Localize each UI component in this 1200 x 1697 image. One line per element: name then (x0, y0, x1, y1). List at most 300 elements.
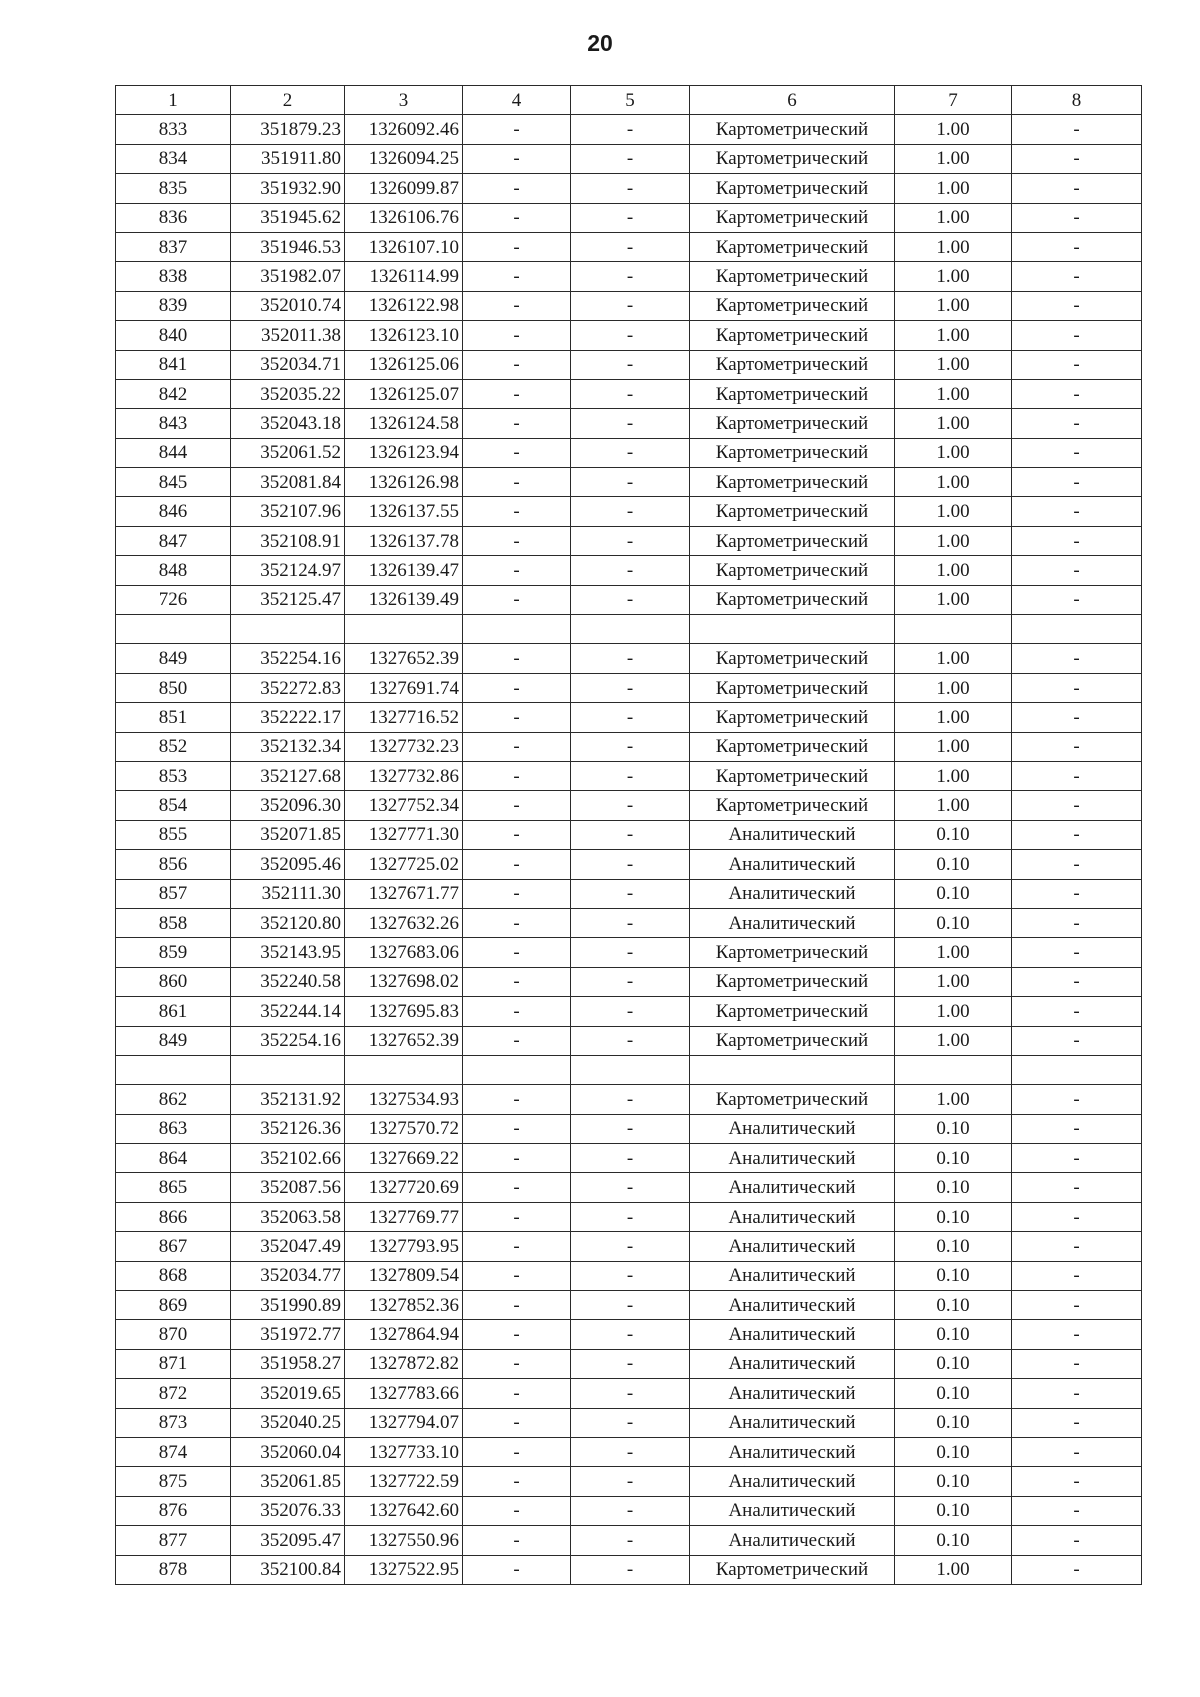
accuracy-cell: 0.10 (895, 1173, 1012, 1202)
column-4-cell: - (463, 115, 571, 144)
column-8-cell: - (1012, 232, 1142, 261)
accuracy-cell: 0.10 (895, 820, 1012, 849)
x-coordinate-cell: 352124.97 (231, 556, 345, 585)
accuracy-cell: 1.00 (895, 703, 1012, 732)
page-number: 20 (587, 30, 613, 56)
column-5-cell: - (571, 732, 690, 761)
column-8-cell: - (1012, 1526, 1142, 1555)
header-cell: 7 (895, 86, 1012, 115)
table-row (116, 1349, 1142, 1378)
y-coordinate-cell: 1326123.94 (345, 438, 463, 467)
point-number-cell: 867 (116, 1232, 231, 1261)
column-4-cell: - (463, 997, 571, 1026)
column-5-cell: - (571, 144, 690, 173)
column-5-cell: - (571, 1320, 690, 1349)
header-cell: 8 (1012, 86, 1142, 115)
column-5-cell: - (571, 1173, 690, 1202)
point-number-cell: 844 (116, 438, 231, 467)
column-5-cell: - (571, 232, 690, 261)
x-coordinate-cell: 351945.62 (231, 203, 345, 232)
point-number-cell: 871 (116, 1349, 231, 1378)
point-number-cell: 845 (116, 468, 231, 497)
column-8-cell: - (1012, 438, 1142, 467)
column-5-cell: - (571, 1379, 690, 1408)
header-cell: 4 (463, 86, 571, 115)
x-coordinate-cell: 352010.74 (231, 291, 345, 320)
column-4-cell: - (463, 1496, 571, 1525)
x-coordinate-cell: 352096.30 (231, 791, 345, 820)
table-row (116, 174, 1142, 203)
column-5-cell: - (571, 115, 690, 144)
column-8-cell: - (1012, 1467, 1142, 1496)
column-5-cell: - (571, 820, 690, 849)
point-number-cell: 872 (116, 1379, 231, 1408)
table-row (116, 438, 1142, 467)
method-cell: Картометрический (690, 703, 895, 732)
column-4-cell: - (463, 673, 571, 702)
table-row (116, 526, 1142, 555)
accuracy-cell: 0.10 (895, 850, 1012, 879)
y-coordinate-cell: 1327794.07 (345, 1408, 463, 1437)
method-cell: Картометрический (690, 409, 895, 438)
point-number-cell: 864 (116, 1144, 231, 1173)
x-coordinate-cell: 351972.77 (231, 1320, 345, 1349)
column-5-cell: - (571, 1408, 690, 1437)
x-coordinate-cell: 352111.30 (231, 879, 345, 908)
y-coordinate-cell: 1327716.52 (345, 703, 463, 732)
column-4-cell: - (463, 908, 571, 937)
column-5-cell: - (571, 321, 690, 350)
x-coordinate-cell: 352100.84 (231, 1555, 345, 1584)
x-coordinate-cell: 352061.52 (231, 438, 345, 467)
x-coordinate-cell: 351958.27 (231, 1349, 345, 1378)
column-4-cell: - (463, 262, 571, 291)
method-cell: Картометрический (690, 1555, 895, 1584)
method-cell: Картометрический (690, 497, 895, 526)
method-cell: Картометрический (690, 203, 895, 232)
column-8-cell: - (1012, 1496, 1142, 1525)
method-cell: Картометрический (690, 1085, 895, 1114)
x-coordinate-cell: 352254.16 (231, 1026, 345, 1055)
point-number-cell: 847 (116, 526, 231, 555)
y-coordinate-cell: 1326139.49 (345, 585, 463, 614)
table-row (116, 585, 1142, 614)
table-row (116, 1408, 1142, 1437)
empty-cell (116, 1055, 231, 1084)
point-number-cell: 863 (116, 1114, 231, 1143)
column-8-cell: - (1012, 1232, 1142, 1261)
column-5-cell: - (571, 526, 690, 555)
column-8-cell: - (1012, 1291, 1142, 1320)
accuracy-cell: 1.00 (895, 203, 1012, 232)
method-cell: Аналитический (690, 1291, 895, 1320)
point-number-cell: 855 (116, 820, 231, 849)
point-number-cell: 726 (116, 585, 231, 614)
method-cell: Картометрический (690, 321, 895, 350)
column-4-cell: - (463, 1232, 571, 1261)
method-cell: Картометрический (690, 291, 895, 320)
table-row (116, 732, 1142, 761)
method-cell: Аналитический (690, 1261, 895, 1290)
column-5-cell: - (571, 174, 690, 203)
accuracy-cell: 1.00 (895, 997, 1012, 1026)
column-8-cell: - (1012, 761, 1142, 790)
accuracy-cell: 1.00 (895, 468, 1012, 497)
y-coordinate-cell: 1327652.39 (345, 1026, 463, 1055)
table-row (116, 1026, 1142, 1055)
table-row (116, 908, 1142, 937)
point-number-cell: 876 (116, 1496, 231, 1525)
accuracy-cell: 1.00 (895, 732, 1012, 761)
y-coordinate-cell: 1327570.72 (345, 1114, 463, 1143)
column-8-cell: - (1012, 1173, 1142, 1202)
point-number-cell: 841 (116, 350, 231, 379)
y-coordinate-cell: 1327769.77 (345, 1202, 463, 1231)
point-number-cell: 834 (116, 144, 231, 173)
y-coordinate-cell: 1327872.82 (345, 1349, 463, 1378)
column-4-cell: - (463, 732, 571, 761)
empty-cell (463, 615, 571, 644)
table-row (116, 1232, 1142, 1261)
accuracy-cell: 1.00 (895, 115, 1012, 144)
table-row (116, 850, 1142, 879)
empty-cell (231, 615, 345, 644)
column-8-cell: - (1012, 291, 1142, 320)
table-row (116, 1379, 1142, 1408)
column-4-cell: - (463, 644, 571, 673)
empty-cell (895, 1055, 1012, 1084)
x-coordinate-cell: 352034.71 (231, 350, 345, 379)
x-coordinate-cell: 351879.23 (231, 115, 345, 144)
point-number-cell: 851 (116, 703, 231, 732)
column-4-cell: - (463, 1555, 571, 1584)
accuracy-cell: 1.00 (895, 1085, 1012, 1114)
header-cell: 6 (690, 86, 895, 115)
accuracy-cell: 0.10 (895, 879, 1012, 908)
column-8-cell: - (1012, 967, 1142, 996)
x-coordinate-cell: 352143.95 (231, 938, 345, 967)
header-cell: 3 (345, 86, 463, 115)
method-cell: Аналитический (690, 1173, 895, 1202)
accuracy-cell: 1.00 (895, 144, 1012, 173)
column-5-cell: - (571, 497, 690, 526)
table-row (116, 791, 1142, 820)
point-number-cell: 865 (116, 1173, 231, 1202)
accuracy-cell: 0.10 (895, 1144, 1012, 1173)
column-4-cell: - (463, 761, 571, 790)
column-8-cell: - (1012, 703, 1142, 732)
column-5-cell: - (571, 1555, 690, 1584)
column-5-cell: - (571, 673, 690, 702)
column-4-cell: - (463, 967, 571, 996)
table-row (116, 820, 1142, 849)
accuracy-cell: 1.00 (895, 262, 1012, 291)
x-coordinate-cell: 352127.68 (231, 761, 345, 790)
point-number-cell: 849 (116, 1026, 231, 1055)
column-8-cell: - (1012, 350, 1142, 379)
accuracy-cell: 0.10 (895, 1114, 1012, 1143)
x-coordinate-cell: 352035.22 (231, 379, 345, 408)
y-coordinate-cell: 1327671.77 (345, 879, 463, 908)
x-coordinate-cell: 352272.83 (231, 673, 345, 702)
column-5-cell: - (571, 1026, 690, 1055)
table-row (116, 556, 1142, 585)
column-5-cell: - (571, 350, 690, 379)
point-number-cell: 849 (116, 644, 231, 673)
point-number-cell: 854 (116, 791, 231, 820)
method-cell: Аналитический (690, 1526, 895, 1555)
y-coordinate-cell: 1327669.22 (345, 1144, 463, 1173)
column-4-cell: - (463, 1467, 571, 1496)
accuracy-cell: 1.00 (895, 350, 1012, 379)
accuracy-cell: 1.00 (895, 1026, 1012, 1055)
method-cell: Аналитический (690, 1232, 895, 1261)
method-cell: Аналитический (690, 1437, 895, 1466)
column-4-cell: - (463, 1026, 571, 1055)
column-5-cell: - (571, 468, 690, 497)
x-coordinate-cell: 352047.49 (231, 1232, 345, 1261)
point-number-cell: 877 (116, 1526, 231, 1555)
y-coordinate-cell: 1326125.07 (345, 379, 463, 408)
y-coordinate-cell: 1327652.39 (345, 644, 463, 673)
x-coordinate-cell: 351911.80 (231, 144, 345, 173)
method-cell: Картометрический (690, 761, 895, 790)
y-coordinate-cell: 1327642.60 (345, 1496, 463, 1525)
y-coordinate-cell: 1327852.36 (345, 1291, 463, 1320)
column-4-cell: - (463, 1320, 571, 1349)
method-cell: Аналитический (690, 1202, 895, 1231)
column-5-cell: - (571, 1526, 690, 1555)
column-5-cell: - (571, 850, 690, 879)
column-4-cell: - (463, 1173, 571, 1202)
y-coordinate-cell: 1326126.98 (345, 468, 463, 497)
x-coordinate-cell: 352254.16 (231, 644, 345, 673)
y-coordinate-cell: 1326107.10 (345, 232, 463, 261)
column-5-cell: - (571, 262, 690, 291)
x-coordinate-cell: 352125.47 (231, 585, 345, 614)
method-cell: Аналитический (690, 908, 895, 937)
y-coordinate-cell: 1327695.83 (345, 997, 463, 1026)
method-cell: Картометрический (690, 556, 895, 585)
accuracy-cell: 1.00 (895, 438, 1012, 467)
coordinates-table (115, 85, 1142, 1585)
column-8-cell: - (1012, 144, 1142, 173)
column-4-cell: - (463, 1085, 571, 1114)
y-coordinate-cell: 1326114.99 (345, 262, 463, 291)
table-row (116, 409, 1142, 438)
point-number-cell: 862 (116, 1085, 231, 1114)
column-5-cell: - (571, 1085, 690, 1114)
method-cell: Аналитический (690, 820, 895, 849)
method-cell: Картометрический (690, 144, 895, 173)
point-number-cell: 836 (116, 203, 231, 232)
accuracy-cell: 1.00 (895, 174, 1012, 203)
y-coordinate-cell: 1327864.94 (345, 1320, 463, 1349)
method-cell: Картометрический (690, 997, 895, 1026)
column-8-cell: - (1012, 1026, 1142, 1055)
x-coordinate-cell: 351982.07 (231, 262, 345, 291)
table-row (116, 144, 1142, 173)
column-8-cell: - (1012, 997, 1142, 1026)
accuracy-cell: 0.10 (895, 1232, 1012, 1261)
table-row (116, 115, 1142, 144)
y-coordinate-cell: 1326106.76 (345, 203, 463, 232)
y-coordinate-cell: 1327722.59 (345, 1467, 463, 1496)
point-number-cell: 878 (116, 1555, 231, 1584)
empty-cell (690, 1055, 895, 1084)
column-4-cell: - (463, 791, 571, 820)
y-coordinate-cell: 1326099.87 (345, 174, 463, 203)
method-cell: Аналитический (690, 1320, 895, 1349)
x-coordinate-cell: 352095.46 (231, 850, 345, 879)
y-coordinate-cell: 1326124.58 (345, 409, 463, 438)
x-coordinate-cell: 351946.53 (231, 232, 345, 261)
accuracy-cell: 1.00 (895, 291, 1012, 320)
x-coordinate-cell: 352019.65 (231, 1379, 345, 1408)
column-4-cell: - (463, 1379, 571, 1408)
y-coordinate-cell: 1326092.46 (345, 115, 463, 144)
table-row (116, 673, 1142, 702)
column-5-cell: - (571, 1437, 690, 1466)
empty-cell (571, 1055, 690, 1084)
point-number-cell: 869 (116, 1291, 231, 1320)
column-4-cell: - (463, 379, 571, 408)
y-coordinate-cell: 1326139.47 (345, 556, 463, 585)
y-coordinate-cell: 1327522.95 (345, 1555, 463, 1584)
column-4-cell: - (463, 203, 571, 232)
column-5-cell: - (571, 1291, 690, 1320)
column-4-cell: - (463, 879, 571, 908)
method-cell: Картометрический (690, 262, 895, 291)
header-cell: 5 (571, 86, 690, 115)
x-coordinate-cell: 352011.38 (231, 321, 345, 350)
column-5-cell: - (571, 1232, 690, 1261)
x-coordinate-cell: 352240.58 (231, 967, 345, 996)
accuracy-cell: 1.00 (895, 321, 1012, 350)
column-4-cell: - (463, 1526, 571, 1555)
column-8-cell: - (1012, 585, 1142, 614)
table-row (116, 1114, 1142, 1143)
x-coordinate-cell: 352102.66 (231, 1144, 345, 1173)
method-cell: Картометрический (690, 468, 895, 497)
point-number-cell: 859 (116, 938, 231, 967)
column-5-cell: - (571, 908, 690, 937)
column-8-cell: - (1012, 174, 1142, 203)
column-4-cell: - (463, 232, 571, 261)
empty-cell (463, 1055, 571, 1084)
accuracy-cell: 1.00 (895, 967, 1012, 996)
method-cell: Картометрический (690, 644, 895, 673)
column-8-cell: - (1012, 791, 1142, 820)
accuracy-cell: 1.00 (895, 379, 1012, 408)
column-4-cell: - (463, 820, 571, 849)
table-row (116, 497, 1142, 526)
table-row (116, 1144, 1142, 1173)
x-coordinate-cell: 352087.56 (231, 1173, 345, 1202)
column-8-cell: - (1012, 321, 1142, 350)
column-5-cell: - (571, 1261, 690, 1290)
column-8-cell: - (1012, 644, 1142, 673)
column-4-cell: - (463, 938, 571, 967)
point-number-cell: 848 (116, 556, 231, 585)
column-8-cell: - (1012, 820, 1142, 849)
column-5-cell: - (571, 1202, 690, 1231)
y-coordinate-cell: 1326125.06 (345, 350, 463, 379)
column-4-cell: - (463, 1291, 571, 1320)
column-4-cell: - (463, 556, 571, 585)
column-5-cell: - (571, 291, 690, 320)
table-row (116, 232, 1142, 261)
accuracy-cell: 1.00 (895, 938, 1012, 967)
column-4-cell: - (463, 174, 571, 203)
method-cell: Аналитический (690, 1349, 895, 1378)
x-coordinate-cell: 352043.18 (231, 409, 345, 438)
column-8-cell: - (1012, 732, 1142, 761)
point-number-cell: 873 (116, 1408, 231, 1437)
table-row (116, 644, 1142, 673)
method-cell: Картометрический (690, 526, 895, 555)
column-8-cell: - (1012, 1379, 1142, 1408)
column-4-cell: - (463, 703, 571, 732)
x-coordinate-cell: 352034.77 (231, 1261, 345, 1290)
y-coordinate-cell: 1327725.02 (345, 850, 463, 879)
accuracy-cell: 1.00 (895, 409, 1012, 438)
column-8-cell: - (1012, 908, 1142, 937)
point-number-cell: 874 (116, 1437, 231, 1466)
empty-cell (895, 615, 1012, 644)
column-4-cell: - (463, 1144, 571, 1173)
method-cell: Картометрический (690, 379, 895, 408)
x-coordinate-cell: 352120.80 (231, 908, 345, 937)
table-row (116, 1555, 1142, 1584)
y-coordinate-cell: 1327752.34 (345, 791, 463, 820)
accuracy-cell: 0.10 (895, 1496, 1012, 1525)
y-coordinate-cell: 1327720.69 (345, 1173, 463, 1202)
table-row (116, 879, 1142, 908)
point-number-cell: 835 (116, 174, 231, 203)
header-cell: 2 (231, 86, 345, 115)
accuracy-cell: 0.10 (895, 1320, 1012, 1349)
accuracy-cell: 0.10 (895, 1291, 1012, 1320)
method-cell: Аналитический (690, 1496, 895, 1525)
method-cell: Картометрический (690, 585, 895, 614)
column-8-cell: - (1012, 673, 1142, 702)
x-coordinate-cell: 352107.96 (231, 497, 345, 526)
column-4-cell: - (463, 350, 571, 379)
empty-cell (345, 615, 463, 644)
method-cell: Аналитический (690, 1114, 895, 1143)
table-row (116, 1261, 1142, 1290)
empty-cell (690, 615, 895, 644)
accuracy-cell: 1.00 (895, 761, 1012, 790)
column-5-cell: - (571, 1349, 690, 1378)
y-coordinate-cell: 1326094.25 (345, 144, 463, 173)
table-row (116, 321, 1142, 350)
column-5-cell: - (571, 1467, 690, 1496)
x-coordinate-cell: 352081.84 (231, 468, 345, 497)
column-4-cell: - (463, 1114, 571, 1143)
method-cell: Картометрический (690, 350, 895, 379)
y-coordinate-cell: 1327732.86 (345, 761, 463, 790)
x-coordinate-cell: 351990.89 (231, 1291, 345, 1320)
column-8-cell: - (1012, 1114, 1142, 1143)
column-8-cell: - (1012, 1437, 1142, 1466)
accuracy-cell: 0.10 (895, 908, 1012, 937)
x-coordinate-cell: 352060.04 (231, 1437, 345, 1466)
point-number-cell: 837 (116, 232, 231, 261)
section-separator-row (116, 615, 1142, 644)
column-5-cell: - (571, 1496, 690, 1525)
